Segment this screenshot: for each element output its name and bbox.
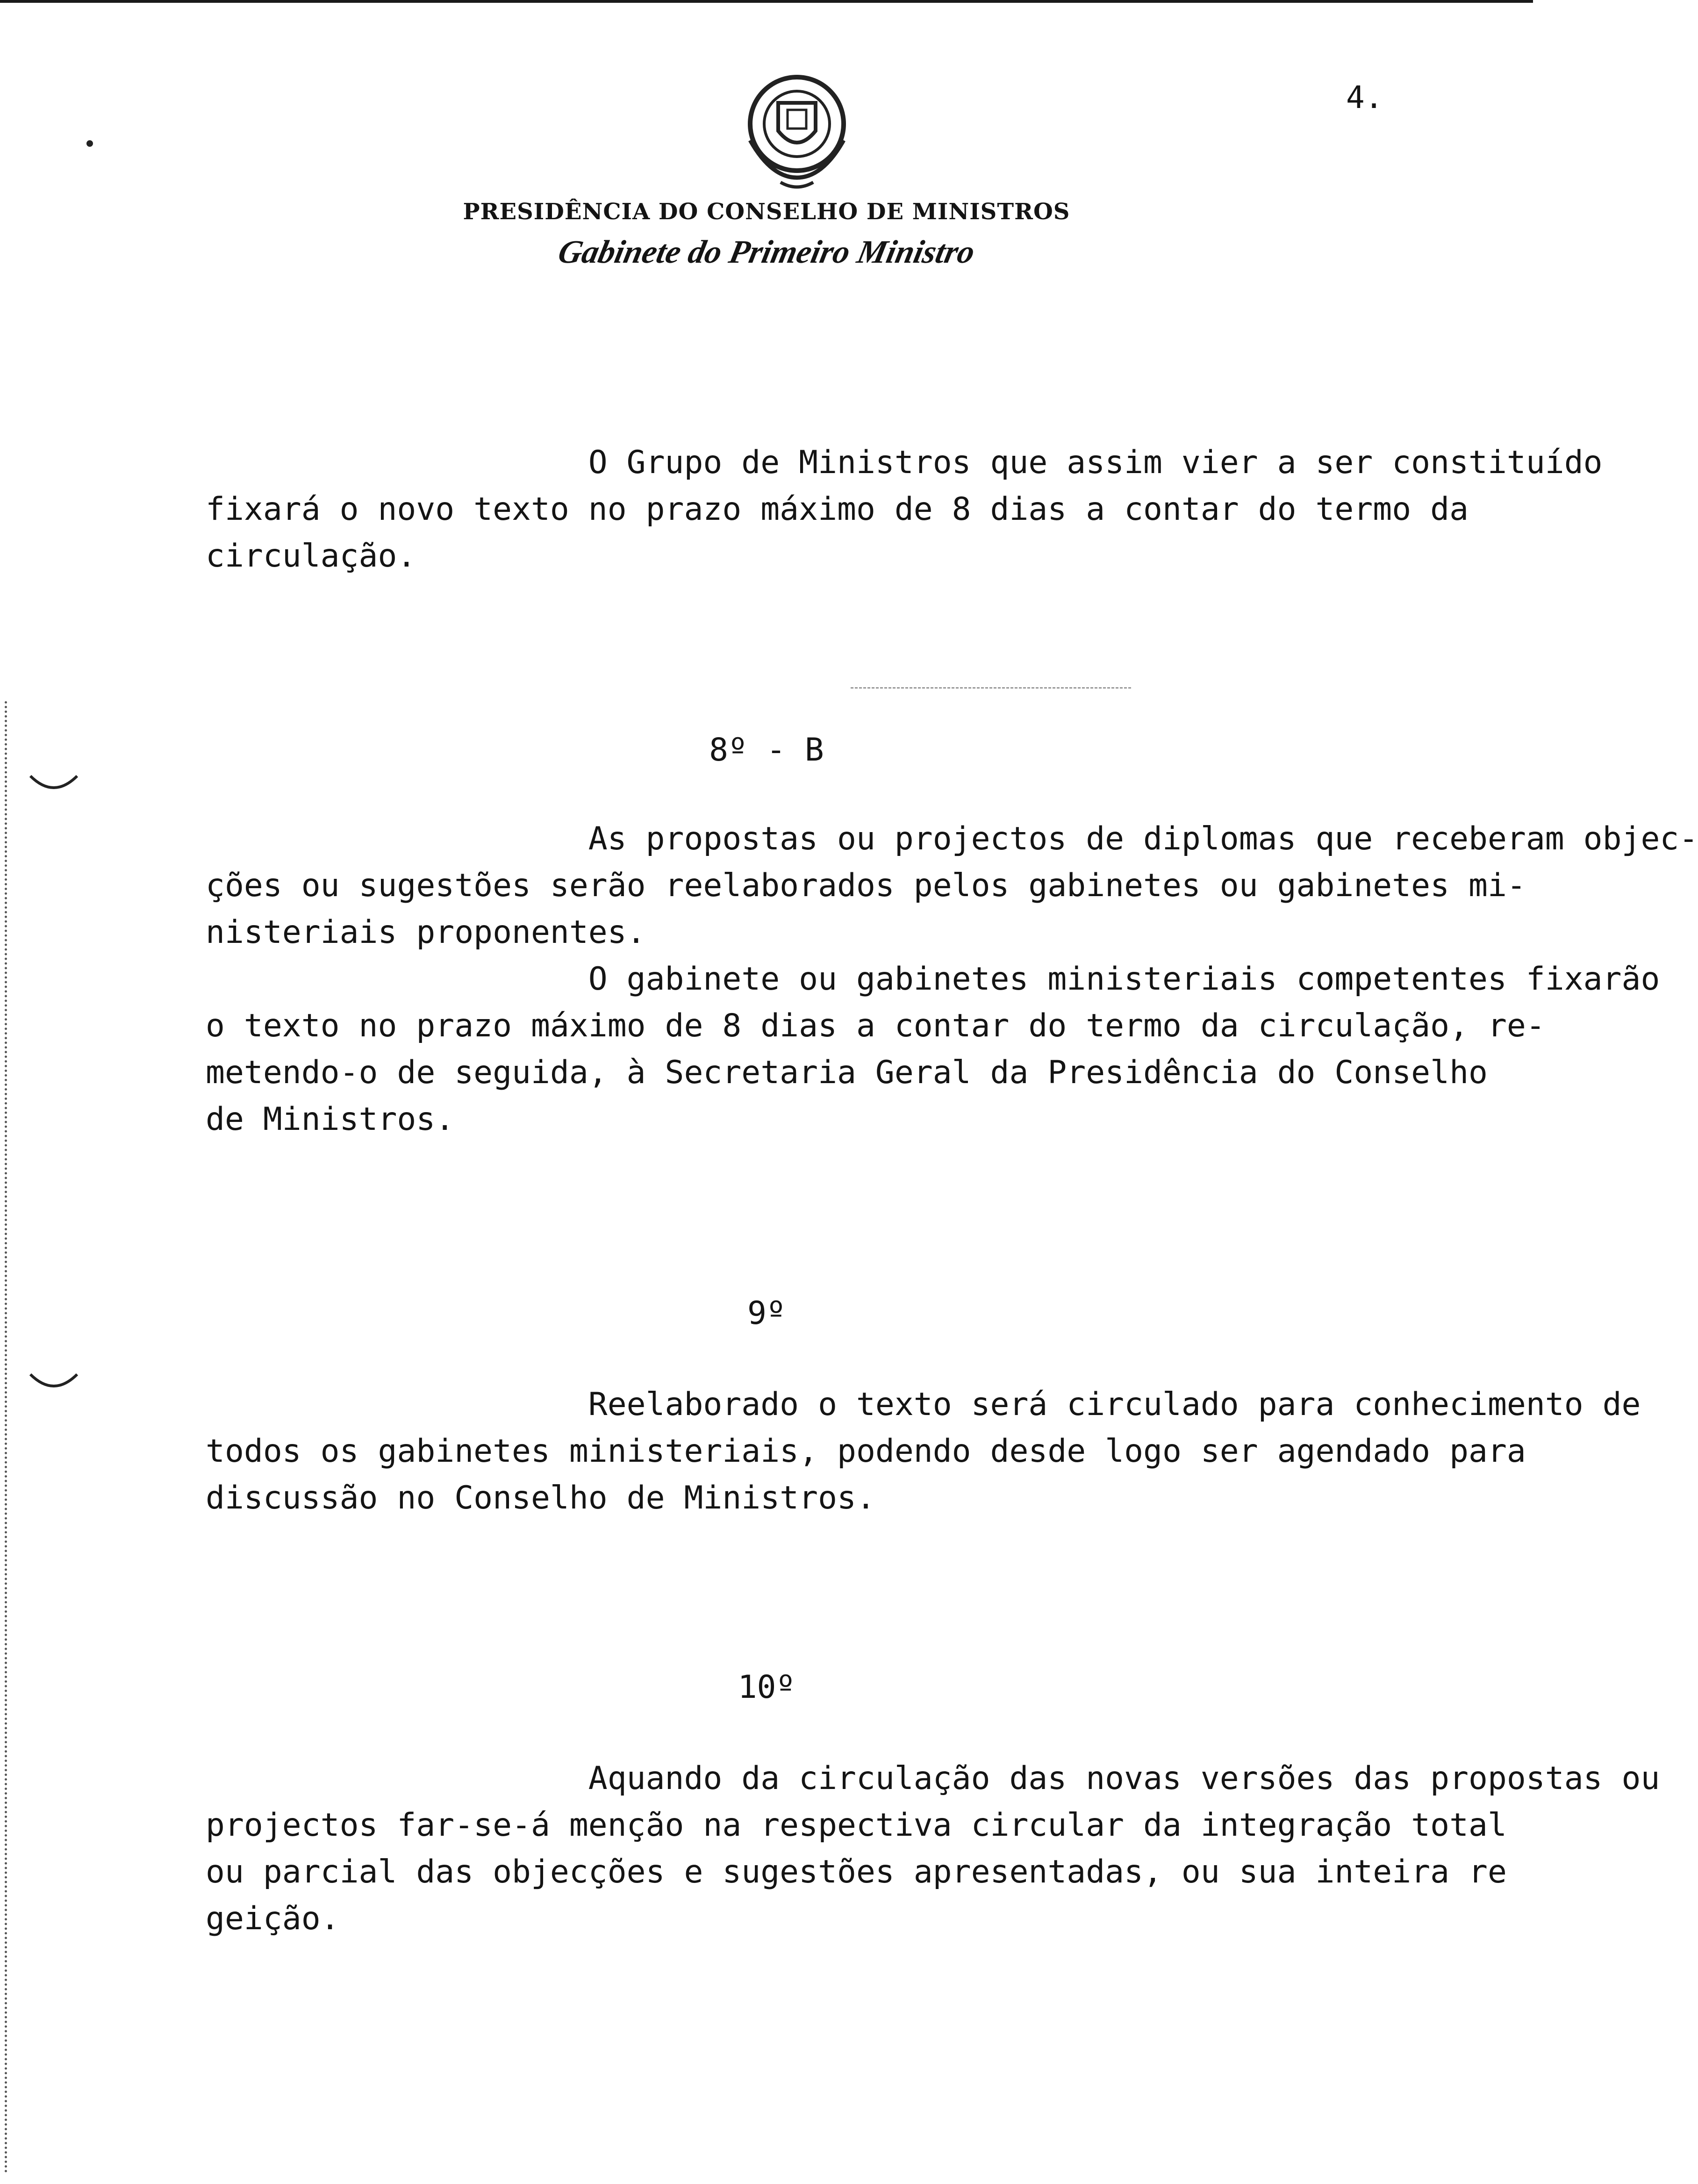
section-heading: 8º - B <box>709 732 824 769</box>
scan-speck <box>86 140 93 147</box>
punch-hole-mark <box>28 1370 79 1398</box>
paragraph: Reelaborado o texto será circulado para conhecimento de todos os gabinetes ministeriais, podendo desde logo ser agendado para discussão no Conselho de Ministros. <box>206 1386 1641 1516</box>
paragraph: As propostas ou projectos de diplomas que receberam objec- ções ou sugestões serão reelaborados pelos gabinetes ou gabinetes mi- nisteriais proponentes. O gabinete ou gabinetes ministeriais competentes fixarão o texto no prazo máximo de 8 dias a contar do termo da circulação, re- metendo-o de seguida, à Secretaria Geral da Presidência do Conselho de Ministros. <box>206 820 1698 1138</box>
dashed-separator <box>851 687 1131 689</box>
paragraph: O Grupo de Ministros que assim vier a ser constituído fixará o novo texto no prazo máximo de 8 dias a contar do termo da circulação. <box>206 444 1603 575</box>
header-title: PRESIDÊNCIA DO CONSELHO DE MINISTROS <box>463 199 1070 225</box>
coat-of-arms-icon <box>734 65 860 192</box>
section-heading: 10º <box>738 1669 795 1706</box>
punch-hole-mark <box>28 771 79 799</box>
left-binding-edge <box>5 701 9 2174</box>
paragraph: Aquando da circulação das novas versões das propostas ou projectos far-se-á menção na respectiva circular da integração total ou parcial das objecções e sugestões apresentadas, ou sua inteira re geição. <box>206 1760 1660 1937</box>
top-border <box>0 0 1533 3</box>
page-number: 4. <box>1346 79 1383 115</box>
header-subtitle: Gabinete do Primeiro Ministro <box>555 234 978 270</box>
section-heading: 9º <box>747 1295 786 1332</box>
